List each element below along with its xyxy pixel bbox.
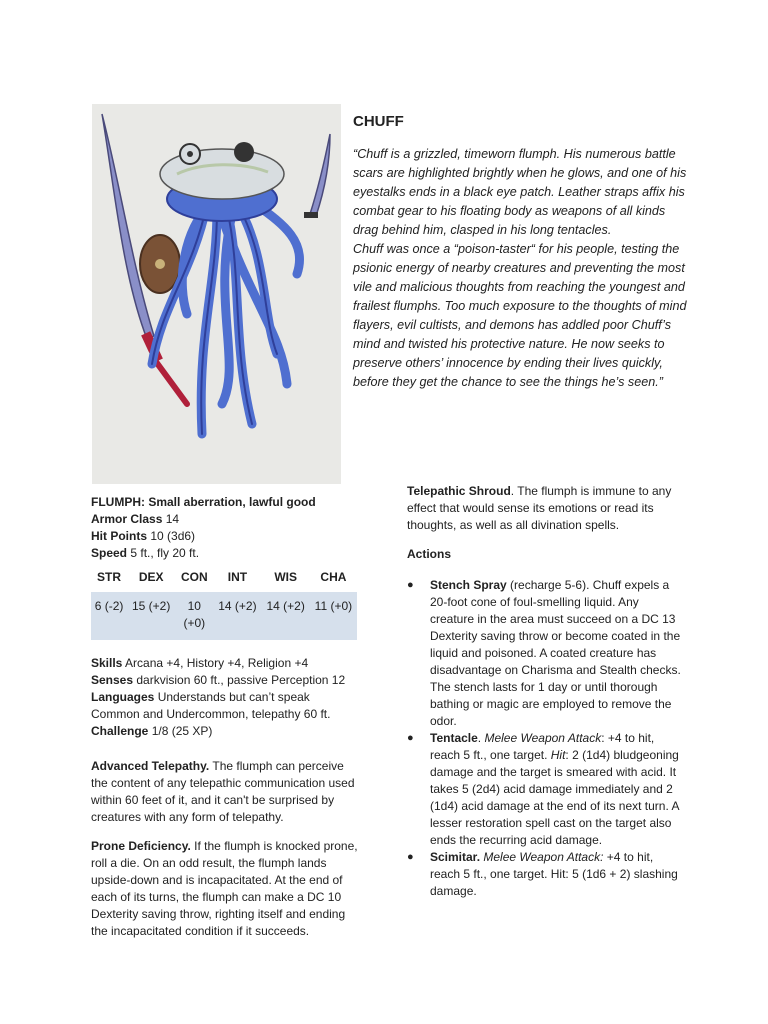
ability-value-con: 10 (+0) (175, 592, 213, 640)
ability-value-dex: 15 (+2) (127, 592, 175, 640)
trait-prone-deficiency (91, 838, 361, 940)
trait-telepathic-shroud (407, 483, 682, 534)
ability-header-wis: WIS (274, 570, 298, 584)
action-tentacle-hit: Hit (550, 748, 566, 762)
creature-title: CHUFF (353, 113, 404, 130)
ability-header-dex: DEX (138, 570, 164, 584)
ability-value-str: 6 (-2) (91, 592, 127, 640)
challenge-label: Challenge (91, 724, 149, 738)
bullet-icon: ● (407, 579, 414, 591)
stat-block (91, 494, 361, 952)
action-stench-spray-name: Stench Spray (430, 578, 507, 592)
action-scimitar-attack: Melee Weapon Attack: (483, 850, 604, 864)
hit-points-label: Hit Points (91, 529, 147, 543)
hit-points-line (91, 528, 361, 545)
action-scimitar-name: Scimitar. (430, 850, 481, 864)
ability-value-cha: 11 (+0) (310, 592, 357, 640)
bullet-icon: ● (407, 851, 414, 863)
hit-points-value: 10 (3d6) (150, 529, 196, 543)
skills-value: Arcana +4, History +4, Religion +4 (125, 656, 309, 670)
challenge-line (91, 723, 361, 740)
ability-header-str: STR (97, 570, 122, 584)
ability-scores-table (91, 566, 357, 640)
armor-class-label: Armor Class (91, 512, 163, 526)
trait-advanced-telepathy-name: Advanced Telepathy. (91, 759, 210, 773)
action-scimitar (407, 849, 682, 900)
ability-header-con: CON (180, 570, 208, 584)
languages-line (91, 689, 361, 723)
speed-value: 5 ft., fly 20 ft. (130, 546, 200, 560)
languages-label: Languages (91, 690, 155, 704)
languages-value: Understands but can’t speak Common and Undercommon, telepathy 60 ft. (91, 690, 331, 721)
speed-label: Speed (91, 546, 128, 560)
action-stench-spray-text: (recharge 5-6). Chuff expels a 20-foot cone of foul-smelling liquid. Any creature in the area must succeed on a DC 13 Dexterity saving throw or become coated in the liquid and poisoned. A coated creature has disadvantage on Charisma and Stealth checks. The stench lasts for 1 day or until thorough bathing or magic are employed to remove the odor. (430, 578, 681, 728)
trait-prone-deficiency-text: If the flumph is knocked prone, roll a die. On an odd result, the flumph lands upside-down and is incapacitated. At the end of each of its turns, the flumph can make a DC 10 Dexterity saving throw, righting itself and ending the incapacitated condition if it succeeds. (91, 839, 358, 938)
action-tentacle (407, 730, 682, 849)
trait-advanced-telepathy-text: The flumph can perceive the content of any telepathic communication used within 60 feet of it, and it can't be surprised by creatures with any form of telepathy. (91, 759, 355, 824)
actions-list (407, 577, 682, 900)
flumph-illustration (92, 104, 341, 484)
ability-value-wis: 14 (+2) (262, 592, 310, 640)
ability-header-cha: CHA (320, 570, 347, 584)
ability-header-row (91, 566, 357, 592)
flumph-illustration-icon (92, 104, 341, 484)
creature-type-line: FLUMPH: Small aberration, lawful good (91, 495, 316, 509)
ability-values-row (91, 592, 357, 640)
ability-header-int: INT (227, 570, 248, 584)
flavor-paragraph-1: “Chuff is a grizzled, timeworn flumph. His numerous battle scars are highlighted brightly when he glows, and one of his eyestalks ends in a black eye patch. Leather straps affix his combat gear to his floating body as weapons of all kinds drag behind him, clasped in his long tentacles. (353, 147, 687, 237)
speed-line (91, 545, 361, 562)
action-stench-spray (407, 577, 682, 730)
action-tentacle-sep: . (477, 731, 485, 745)
armor-class-line (91, 511, 361, 528)
skills-label: Skills (91, 656, 123, 670)
trait-advanced-telepathy (91, 758, 361, 826)
action-tentacle-text2: : 2 (1d4) bludgeoning damage and the target is smeared with acid. It takes 5 (2d4) acid damage immediately and 2 (1d4) acid damage at the end of its next turn. A lesser restoration spell cast on the target also ends the recurring acid damage. (430, 748, 679, 847)
actions-heading: Actions (407, 547, 452, 561)
challenge-value: 1/8 (25 XP) (151, 724, 213, 738)
senses-value: darkvision 60 ft., passive Perception 12 (136, 673, 346, 687)
flavor-paragraph-2: Chuff was once a “poison-taster“ for his people, testing the psionic energy of nearby creatures and preventing the most vile and malicious thoughts from reaching the youngest and frailest flumphs. Too much exposure to the thoughts of mind flayers, evil cultists, and demons has addled poor Chuff’s mind and twisted his protective nature. He now seeks to preserve others’ innocence by ending their lives quickly, before they get the chance to see the things he’s seen.” (353, 242, 687, 389)
flavor-text (353, 145, 688, 392)
bullet-icon: ● (407, 732, 414, 744)
senses-line (91, 672, 361, 689)
trait-telepathic-shroud-name: Telepathic Shroud (407, 484, 511, 498)
trait-telepathic-shroud-text: . The flumph is immune to any effect that would sense its emotions or read its thoughts, as well as all divination spells. (407, 484, 672, 532)
skills-line (91, 655, 361, 672)
armor-class-value: 14 (165, 512, 180, 526)
ability-value-int: 14 (+2) (213, 592, 261, 640)
action-tentacle-name: Tentacle (430, 731, 478, 745)
right-column (407, 483, 682, 900)
action-scimitar-text: +4 to hit, reach 5 ft., one target. Hit: 5 (1d6 + 2) slashing damage. (430, 850, 678, 898)
action-tentacle-text1: : +4 to hit, reach 5 ft., one target. (430, 731, 655, 762)
trait-prone-deficiency-name: Prone Deficiency. (91, 839, 191, 853)
senses-label: Senses (91, 673, 134, 687)
action-tentacle-attack: Melee Weapon Attack (484, 731, 602, 745)
